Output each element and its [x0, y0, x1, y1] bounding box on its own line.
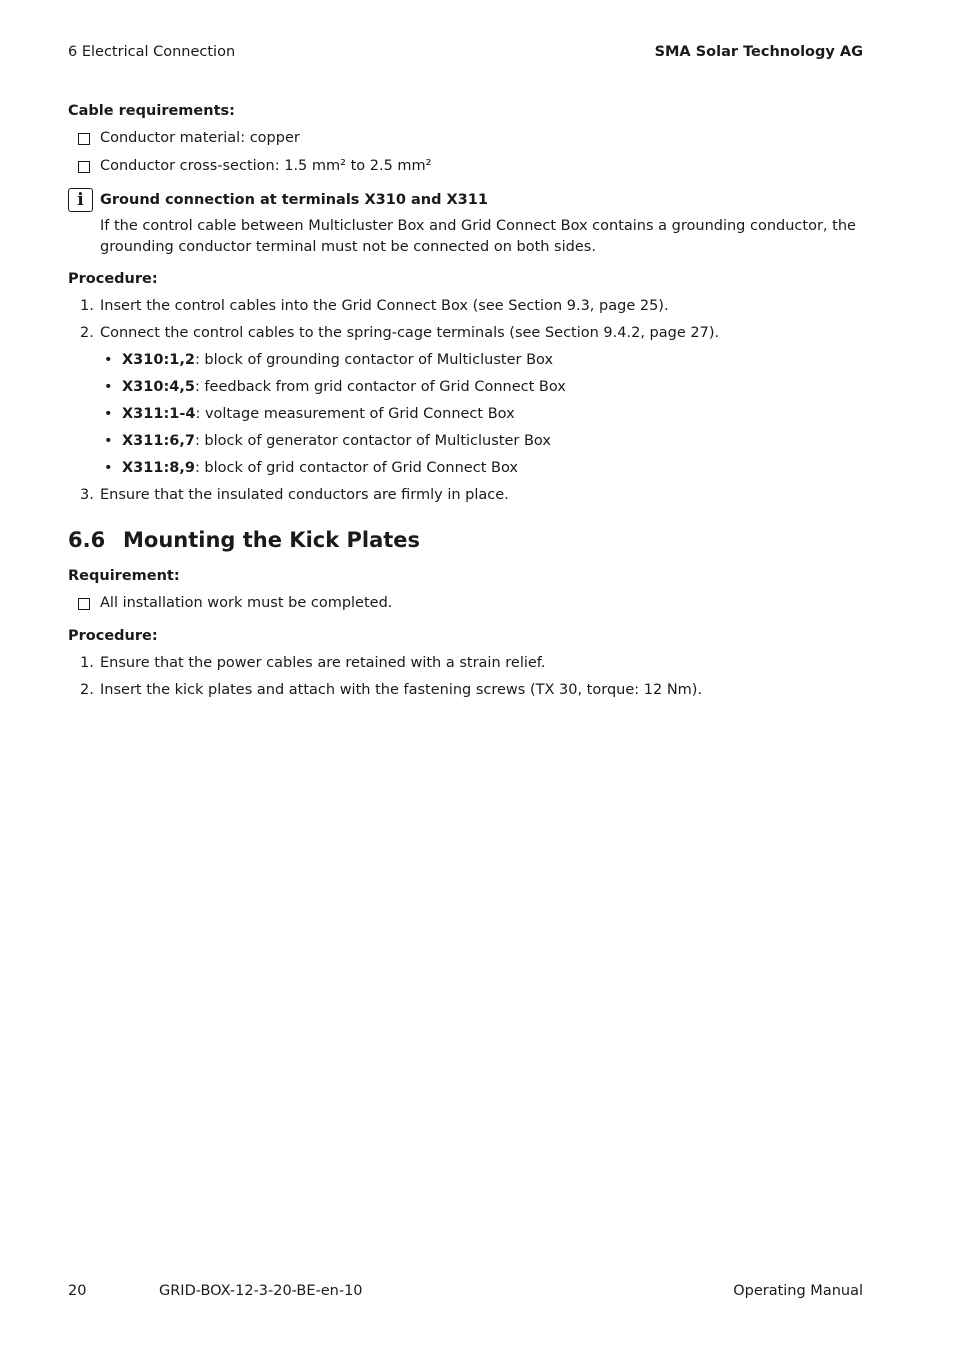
terminal-label: X310:4,5 [122, 379, 195, 395]
terminal-list-item [68, 459, 863, 478]
terminal-label: X310:1,2 [122, 352, 195, 368]
procedure-heading: Procedure: [68, 271, 158, 287]
terminal-label: X311:6,7 [122, 433, 195, 449]
step-text: Insert the kick plates and attach with the fastening screws (TX 30, torque: 12 Nm). [100, 682, 703, 698]
bullet-icon: • [104, 379, 113, 395]
bullet-icon: • [104, 460, 113, 476]
terminal-list-item [68, 378, 863, 397]
section-title-text: Mounting the Kick Plates [123, 528, 421, 552]
document-id: GRID-BOX-12-3-20-BE-en-10 [159, 1283, 363, 1299]
step-number: 1. [80, 655, 94, 671]
procedure-heading: Procedure: [68, 628, 158, 644]
note-title: Ground connection at terminals X310 and X311 [100, 192, 488, 208]
checklist-item-text: All installation work must be completed. [100, 595, 393, 611]
header-company: SMA Solar Technology AG [654, 44, 863, 60]
step-number: 1. [80, 298, 94, 314]
step-text: Ensure that the insulated conductors are firmly in place. [100, 487, 509, 503]
document-page [68, 0, 863, 1350]
checklist-item [68, 129, 863, 148]
bullet-icon: • [104, 352, 113, 368]
terminal-label: X311:8,9 [122, 460, 195, 476]
terminal-description: : block of generator contactor of Multicluster Box [194, 433, 551, 449]
checklist-item [68, 157, 863, 176]
procedure-step [68, 297, 863, 316]
section-title [68, 527, 863, 553]
step-text: Ensure that the power cables are retained with a strain relief. [100, 655, 546, 671]
header-chapter: 6 Electrical Connection [68, 44, 236, 60]
terminal-description: : block of grounding contactor of Multicluster Box [194, 352, 554, 368]
step-text: Insert the control cables into the Grid Connect Box (see Section 9.3, page 25). [100, 298, 669, 314]
page-header [68, 44, 863, 64]
terminal-label: X311:1-4 [122, 406, 196, 422]
checklist-item [68, 594, 863, 613]
cable-requirements-heading: Cable requirements: [68, 103, 235, 119]
procedure-step [68, 654, 863, 673]
note-text: If the control cable between Multicluster Box and Grid Connect Box contains a grounding conductor, the grounding conductor terminal must not be connected on both sides. [100, 218, 856, 255]
step-text: Connect the control cables to the spring-cage terminals (see Section 9.4.2, page 27). [100, 325, 720, 341]
checklist-item-text: Conductor material: copper [100, 130, 300, 146]
procedure-step [68, 324, 863, 343]
terminal-list-item [68, 432, 863, 451]
terminal-description: : block of grid contactor of Grid Connect Box [194, 460, 518, 476]
page-content [68, 102, 863, 708]
checkbox-icon [78, 161, 90, 173]
procedure-step [68, 681, 863, 700]
checkbox-icon [78, 598, 90, 610]
terminal-list-item [68, 405, 863, 424]
step-number: 2. [80, 325, 94, 341]
terminal-description: : feedback from grid contactor of Grid Connect Box [194, 379, 566, 395]
section-number: 6.6 [68, 528, 106, 552]
checkbox-icon [78, 133, 90, 145]
terminal-list-item [68, 351, 863, 370]
terminal-description: : voltage measurement of Grid Connect Box [195, 406, 515, 422]
page-footer [68, 1283, 863, 1303]
bullet-icon: • [104, 433, 113, 449]
step-number: 3. [80, 487, 94, 503]
procedure-step [68, 486, 863, 505]
step-number: 2. [80, 682, 94, 698]
requirement-heading: Requirement: [68, 568, 180, 584]
document-type: Operating Manual [733, 1283, 863, 1299]
page-number: 20 [68, 1283, 87, 1299]
checklist-item-text: Conductor cross-section: 1.5 mm² to 2.5 mm² [100, 158, 432, 174]
bullet-icon: • [104, 406, 113, 422]
info-icon: i [68, 188, 93, 212]
note-heading [68, 190, 863, 210]
